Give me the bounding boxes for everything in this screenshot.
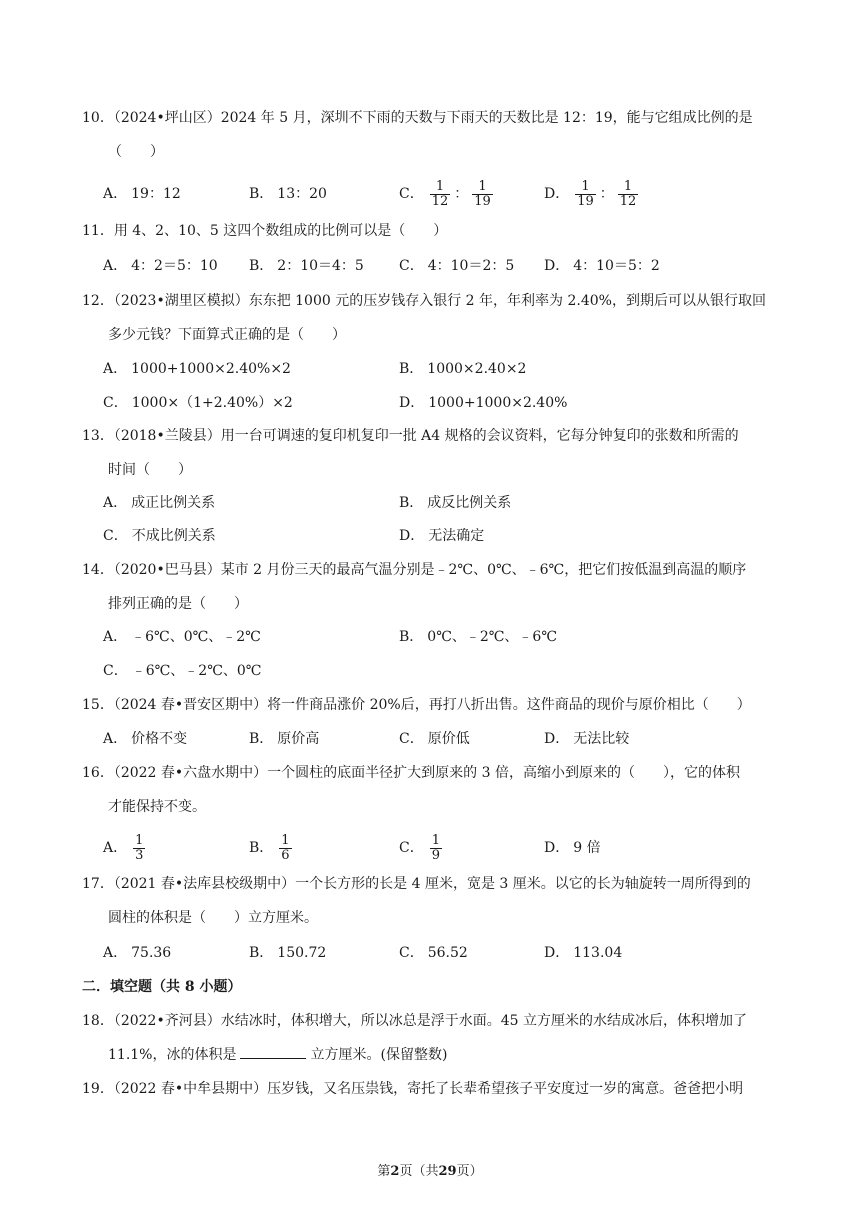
option-a[interactable]: A． 75.36 [103,945,172,961]
options-14-row2 [103,654,803,688]
question-text: 10．（2024•坪山区）2024 年 5 月，深圳不下雨的天数与下雨天的天数比是 12：19，能与它组成比例的是 [82,110,753,126]
question-15 [82,688,790,722]
question-text-part: 11.1%，冰的体积是 [108,1047,237,1063]
question-text-cont: （ ） [108,144,164,160]
option-c[interactable]: C． 原价低 [399,731,470,747]
question-14 [82,553,790,621]
footer-text: 第 [377,1164,391,1179]
option-c[interactable]: C． $\frac{1}{9}$ [399,832,440,863]
option-c[interactable]: C． 4：10＝2：5 [399,258,515,274]
options-12-row1 [103,352,803,386]
question-17 [82,867,790,935]
option-b[interactable]: B． 150.72 [249,945,327,961]
option-b[interactable]: B． 0℃、﹣2℃、﹣6℃ [399,629,558,645]
footer-text: 页） [456,1164,483,1179]
question-text: 15．（2024 春•晋安区期中）将一件商品涨价 20%后，再打八折出售。这件商品的现价与原价相比（ ） [82,697,751,713]
option-c[interactable]: C． 不成比例关系 [103,528,216,544]
option-b[interactable]: B． 成反比例关系 [399,495,512,511]
option-a[interactable]: A． $\frac{1}{3}$ [103,832,144,863]
fraction: $\frac{1}{19}$ [577,178,594,209]
fraction: $\frac{1}{6}$ [281,832,290,863]
question-text-cont: 才能保持不变。 [108,799,206,815]
question-18 [82,1004,790,1072]
question-13 [82,419,790,487]
option-a[interactable]: A． 价格不变 [103,731,188,747]
page-footer [0,1160,860,1179]
options-11 [103,249,803,283]
options-10 [103,177,803,211]
page-number: 2 [390,1164,400,1179]
option-c[interactable]: C． 56.52 [399,945,468,961]
option-b[interactable] [249,177,327,211]
option-b[interactable]: B． 1000×2.40×2 [399,361,527,377]
option-d[interactable]: D． 无法比较 [544,731,630,747]
fraction: $\frac{1}{12}$ [431,178,449,209]
question-text-cont [82,1038,790,1072]
option-text: 19：12 [131,186,181,202]
question-text: 13．（2018•兰陵县）用一台可调速的复印机复印一批 A4 规格的会议资料，它每分钟复印的张数和所需的 [82,428,739,444]
answer-blank[interactable] [240,1044,306,1059]
ratio-sep: ： [599,186,614,202]
option-text: 13：20 [277,186,327,202]
fraction: $\frac{1}{19}$ [474,178,491,209]
question-16 [82,756,790,824]
question-text: 19．（2022 春•中牟县期中）压岁钱，又名压祟钱，寄托了长辈希望孩子平安度过一岁的寓意。爸爸把小明 [82,1081,744,1097]
option-d[interactable] [544,177,640,211]
option-a[interactable]: A． ﹣6℃、0℃、﹣2℃ [103,629,261,645]
options-14-row1 [103,620,803,654]
question-text-cont: 圆柱的体积是（ ）立方厘米。 [108,910,318,926]
question-text: 17．（2021 春•法库县校级期中）一个长方形的长是 4 厘米，宽是 3 厘米。以它的长为轴旋转一周所得到的 [82,876,751,892]
options-13-row2 [103,519,803,553]
option-a[interactable]: A． 成正比例关系 [103,495,216,511]
question-text: 16．（2022 春•六盘水期中）一个圆柱的底面半径扩大到原来的 3 倍，高缩小到原来的（ ），它的体积 [82,765,740,781]
options-12-row2 [103,386,803,420]
question-text: 11．用 4、2、10、5 这四个数组成的比例可以是（ ） [82,223,448,239]
fraction: $\frac{1}{3}$ [135,832,144,863]
option-label: B． [249,186,274,202]
fraction: $\frac{1}{12}$ [619,178,637,209]
option-b[interactable]: B． $\frac{1}{6}$ [249,832,290,863]
option-b[interactable]: B． 原价高 [249,731,320,747]
question-12 [82,284,790,352]
options-13-row1 [103,486,803,520]
question-10 [82,101,790,169]
question-text: 12．（2023•湖里区模拟）东东把 1000 元的压岁钱存入银行 2 年，年利率为 2.40%，到期后可以从银行取回 [82,293,766,309]
option-a[interactable]: A． 4：2＝5：10 [103,258,218,274]
page-total: 29 [438,1164,457,1179]
option-d[interactable]: D． 1000+1000×2.40% [399,395,568,411]
fraction: $\frac{1}{9}$ [431,832,440,863]
option-a[interactable]: A． 1000+1000×2.40%×2 [103,361,291,377]
ratio-sep: ： [454,186,469,202]
question-text: 18．（2022•齐河县）水结冰时，体积增大，所以冰总是浮于水面。45 立方厘米的水结成冰后，体积增加了 [82,1013,747,1029]
footer-text: 页（共 [399,1164,439,1179]
section-heading: 二．填空题（共 8 小题） [82,979,242,995]
question-text-part: 立方厘米。(保留整数) [310,1047,448,1063]
option-c[interactable]: C． 1000×（1+2.40%）×2 [103,395,293,411]
question-text-cont: 多少元钱？下面算式正确的是（ ） [108,327,346,343]
option-a[interactable] [103,177,181,211]
option-d[interactable]: D． 9 倍 [544,840,601,856]
option-d[interactable]: D． 113.04 [544,945,623,961]
question-19 [82,1072,790,1106]
option-label: C． [399,186,424,202]
question-text-cont: 排列正确的是（ ） [108,596,248,612]
option-c[interactable]: C． ﹣6℃、﹣2℃、0℃ [103,663,262,679]
options-17 [103,936,803,970]
options-15 [103,722,803,756]
option-label: A． [103,186,128,202]
option-b[interactable]: B． 2：10＝4：5 [249,258,364,274]
question-text: 14．（2020•巴马县）某市 2 月份三天的最高气温分别是﹣2℃、0℃、﹣6℃，把它们按低温到高温的顺序 [82,562,747,578]
option-c[interactable] [399,177,495,211]
options-16 [103,831,803,865]
question-text-cont: 时间（ ） [108,462,192,478]
option-d[interactable]: D． 4：10＝5：2 [544,258,660,274]
question-11 [82,214,790,248]
option-label: D． [544,186,570,202]
option-d[interactable]: D． 无法确定 [399,528,485,544]
